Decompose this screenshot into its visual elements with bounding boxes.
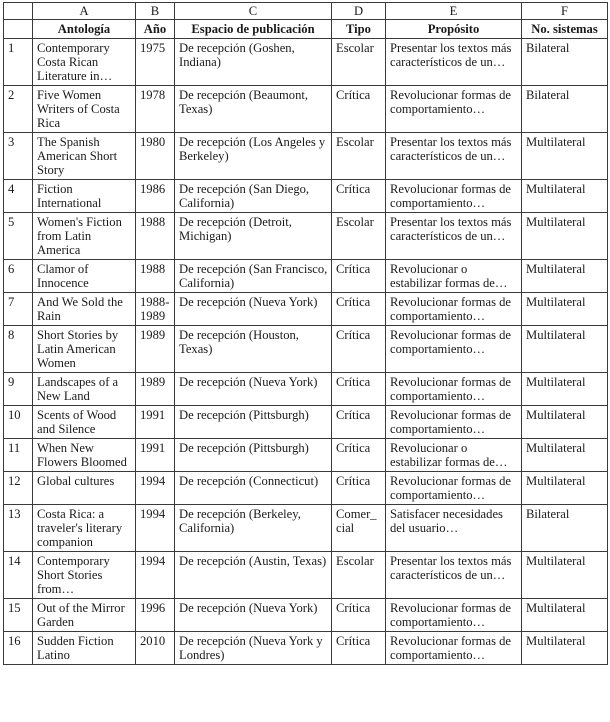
table-row [4, 439, 608, 472]
anthology-table [3, 2, 608, 665]
antologia-cell: Global cultures [33, 472, 136, 505]
row-number: 13 [4, 505, 33, 552]
tipo-cell: Crítica [332, 260, 386, 293]
antologia-cell: Contemporary Short Stories from… [33, 552, 136, 599]
sistemas-cell: Multilateral [522, 632, 608, 665]
ano-cell: 1988 [136, 213, 175, 260]
espacio-cell: De recepción (Goshen, Indiana) [175, 39, 332, 86]
antologia-cell: Costa Rica: a traveler's literary companion [33, 505, 136, 552]
tipo-cell: Escolar [332, 39, 386, 86]
column-letter: E [386, 3, 522, 20]
antologia-cell: The Spanish American Short Story [33, 133, 136, 180]
antologia-cell: Fiction International [33, 180, 136, 213]
proposito-cell: Presentar los textos más característicos de un… [386, 213, 522, 260]
sistemas-cell: Multilateral [522, 472, 608, 505]
proposito-cell: Revolucionar formas de comportamiento… [386, 599, 522, 632]
espacio-cell: De recepción (Berkeley, California) [175, 505, 332, 552]
tipo-cell: Crítica [332, 406, 386, 439]
antologia-cell: Sudden Fiction Latino [33, 632, 136, 665]
sistemas-cell: Multilateral [522, 326, 608, 373]
table-row [4, 552, 608, 599]
antologia-cell: Women's Fiction from Latin America [33, 213, 136, 260]
column-letter: F [522, 3, 608, 20]
tipo-cell: Crítica [332, 326, 386, 373]
proposito-cell: Revolucionar formas de comportamiento… [386, 293, 522, 326]
row-number: 7 [4, 293, 33, 326]
antologia-cell: Short Stories by Latin American Women [33, 326, 136, 373]
antologia-cell: Five Women Writers of Costa Rica [33, 86, 136, 133]
tipo-cell: Crítica [332, 599, 386, 632]
sistemas-cell: Multilateral [522, 373, 608, 406]
ano-cell: 1980 [136, 133, 175, 180]
tipo-cell: Escolar [332, 552, 386, 599]
row-number: 15 [4, 599, 33, 632]
tipo-cell: Comer_ cial [332, 505, 386, 552]
proposito-cell: Revolucionar formas de comportamiento… [386, 180, 522, 213]
espacio-cell: De recepción (San Diego, California) [175, 180, 332, 213]
row-number: 10 [4, 406, 33, 439]
ano-cell: 1988 [136, 260, 175, 293]
ano-cell: 1988-1989 [136, 293, 175, 326]
table-row [4, 260, 608, 293]
espacio-cell: De recepción (Pittsburgh) [175, 406, 332, 439]
sistemas-cell: Bilateral [522, 86, 608, 133]
row-number: 11 [4, 439, 33, 472]
proposito-cell: Presentar los textos más característicos de un… [386, 39, 522, 86]
tipo-cell: Escolar [332, 213, 386, 260]
tipo-cell: Crítica [332, 293, 386, 326]
sistemas-cell: Multilateral [522, 293, 608, 326]
espacio-cell: De recepción (Houston, Texas) [175, 326, 332, 373]
header-sistemas: No. sistemas [522, 20, 608, 39]
espacio-cell: De recepción (Nueva York) [175, 373, 332, 406]
espacio-cell: De recepción (Los Angeles y Berkeley) [175, 133, 332, 180]
antologia-cell: Scents of Wood and Silence [33, 406, 136, 439]
sistemas-cell: Multilateral [522, 406, 608, 439]
corner-cell [4, 3, 33, 20]
header-corner [4, 20, 33, 39]
table-row [4, 293, 608, 326]
column-letter-row [4, 3, 608, 20]
proposito-cell: Presentar los textos más característicos de un… [386, 552, 522, 599]
ano-cell: 1989 [136, 326, 175, 373]
row-number: 8 [4, 326, 33, 373]
table-row [4, 133, 608, 180]
espacio-cell: De recepción (Nueva York) [175, 599, 332, 632]
espacio-cell: De recepción (Pittsburgh) [175, 439, 332, 472]
table-body [4, 39, 608, 665]
antologia-cell: When New Flowers Bloomed [33, 439, 136, 472]
table-row [4, 180, 608, 213]
table-row [4, 406, 608, 439]
tipo-cell: Escolar [332, 133, 386, 180]
table-row [4, 599, 608, 632]
proposito-cell: Revolucionar formas de comportamiento… [386, 406, 522, 439]
proposito-cell: Revolucionar o estabilizar formas de… [386, 260, 522, 293]
proposito-cell: Revolucionar formas de comportamiento… [386, 326, 522, 373]
header-ano: Año [136, 20, 175, 39]
antologia-cell: Clamor of Innocence [33, 260, 136, 293]
antologia-cell: Contemporary Costa Rican Literature in… [33, 39, 136, 86]
header-antologia: Antología [33, 20, 136, 39]
sistemas-cell: Multilateral [522, 133, 608, 180]
tipo-cell: Crítica [332, 632, 386, 665]
table-row [4, 326, 608, 373]
sistemas-cell: Multilateral [522, 439, 608, 472]
ano-cell: 1994 [136, 552, 175, 599]
row-number: 9 [4, 373, 33, 406]
ano-cell: 1991 [136, 439, 175, 472]
proposito-cell: Revolucionar formas de comportamiento… [386, 632, 522, 665]
column-letter: D [332, 3, 386, 20]
row-number: 4 [4, 180, 33, 213]
sistemas-cell: Multilateral [522, 552, 608, 599]
ano-cell: 1996 [136, 599, 175, 632]
proposito-cell: Presentar los textos más característicos de un… [386, 133, 522, 180]
espacio-cell: De recepción (Nueva York y Londres) [175, 632, 332, 665]
sistemas-cell: Multilateral [522, 213, 608, 260]
sistemas-cell: Bilateral [522, 505, 608, 552]
espacio-cell: De recepción (San Francisco, California) [175, 260, 332, 293]
ano-cell: 1994 [136, 472, 175, 505]
table-row [4, 39, 608, 86]
sistemas-cell: Multilateral [522, 599, 608, 632]
ano-cell: 1994 [136, 505, 175, 552]
header-tipo: Tipo [332, 20, 386, 39]
espacio-cell: De recepción (Nueva York) [175, 293, 332, 326]
table-row [4, 213, 608, 260]
column-letter: A [33, 3, 136, 20]
ano-cell: 2010 [136, 632, 175, 665]
table-row [4, 373, 608, 406]
proposito-cell: Revolucionar formas de comportamiento… [386, 472, 522, 505]
proposito-cell: Revolucionar o estabilizar formas de… [386, 439, 522, 472]
ano-cell: 1991 [136, 406, 175, 439]
column-letter: B [136, 3, 175, 20]
espacio-cell: De recepción (Beaumont, Texas) [175, 86, 332, 133]
row-number: 5 [4, 213, 33, 260]
tipo-cell: Crítica [332, 86, 386, 133]
column-letter: C [175, 3, 332, 20]
row-number: 1 [4, 39, 33, 86]
proposito-cell: Satisfacer necesidades del usuario… [386, 505, 522, 552]
sistemas-cell: Multilateral [522, 260, 608, 293]
table-row [4, 86, 608, 133]
proposito-cell: Revolucionar formas de comportamiento… [386, 373, 522, 406]
header-proposito: Propósito [386, 20, 522, 39]
header-espacio: Espacio de publicación [175, 20, 332, 39]
row-number: 16 [4, 632, 33, 665]
espacio-cell: De recepción (Austin, Texas) [175, 552, 332, 599]
tipo-cell: Crítica [332, 180, 386, 213]
sistemas-cell: Multilateral [522, 180, 608, 213]
row-number: 12 [4, 472, 33, 505]
table-row [4, 472, 608, 505]
espacio-cell: De recepción (Connecticut) [175, 472, 332, 505]
antologia-cell: And We Sold the Rain [33, 293, 136, 326]
row-number: 3 [4, 133, 33, 180]
antologia-cell: Landscapes of a New Land [33, 373, 136, 406]
header-row [4, 20, 608, 39]
tipo-cell: Crítica [332, 439, 386, 472]
tipo-cell: Crítica [332, 472, 386, 505]
proposito-cell: Revolucionar formas de comportamiento… [386, 86, 522, 133]
row-number: 2 [4, 86, 33, 133]
ano-cell: 1978 [136, 86, 175, 133]
ano-cell: 1986 [136, 180, 175, 213]
row-number: 6 [4, 260, 33, 293]
table-row [4, 505, 608, 552]
sistemas-cell: Bilateral [522, 39, 608, 86]
table-row [4, 632, 608, 665]
ano-cell: 1975 [136, 39, 175, 86]
tipo-cell: Crítica [332, 373, 386, 406]
ano-cell: 1989 [136, 373, 175, 406]
row-number: 14 [4, 552, 33, 599]
espacio-cell: De recepción (Detroit, Michigan) [175, 213, 332, 260]
antologia-cell: Out of the Mirror Garden [33, 599, 136, 632]
